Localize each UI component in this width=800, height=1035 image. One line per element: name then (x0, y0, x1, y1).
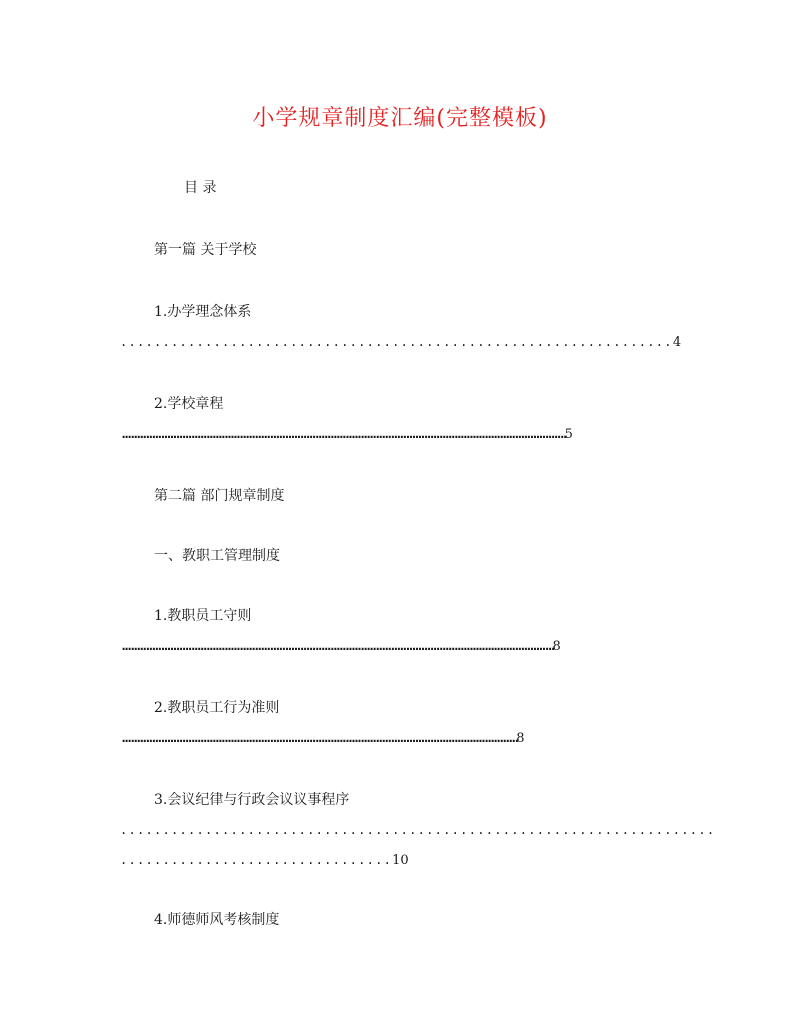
toc-entry-label: 3.会议纪律与行政会议议事程序 (154, 792, 350, 808)
toc-leader-dots (120, 852, 409, 869)
dot-leader: ................................................................. (120, 335, 673, 349)
part-heading-1: 第一篇 关于学校 (154, 242, 257, 258)
toc-page-number: 8 (516, 731, 525, 746)
toc-leader-dots (120, 822, 715, 838)
document-title: 小学规章制度汇编(完整模板) (252, 106, 548, 131)
toc-leader-dots (120, 426, 573, 443)
toc-page-number: 4 (672, 335, 682, 350)
part-heading-2: 第二篇 部门规章制度 (154, 488, 285, 504)
toc-page-number: 10 (392, 853, 409, 868)
toc-entry-label: 2.学校章程 (154, 396, 224, 412)
toc-heading: 目 录 (184, 180, 217, 196)
toc-leader-dots (120, 730, 525, 747)
section-heading: 一、教职工管理制度 (154, 548, 280, 564)
dot-leader: ................................................................................................................................................... (120, 427, 565, 441)
toc-page-number: 8 (552, 639, 561, 654)
toc-leader-dots (120, 334, 681, 351)
toc-entry-label: 1.办学理念体系 (154, 304, 252, 320)
toc-leader-dots (120, 638, 561, 655)
dot-leader: ............................................................................................................................................... (120, 639, 553, 653)
toc-page-number: 5 (564, 427, 573, 442)
dot-leader: ...................................................................... (120, 823, 716, 837)
dot-leader: ................................................................................................................................... (120, 731, 517, 745)
toc-entry-label: 1.教职员工守则 (154, 608, 252, 624)
toc-entry-label: 2.教职员工行为准则 (154, 700, 280, 716)
toc-entry-label: 4.师德师风考核制度 (154, 912, 280, 928)
dot-leader: ................................ (120, 853, 393, 867)
